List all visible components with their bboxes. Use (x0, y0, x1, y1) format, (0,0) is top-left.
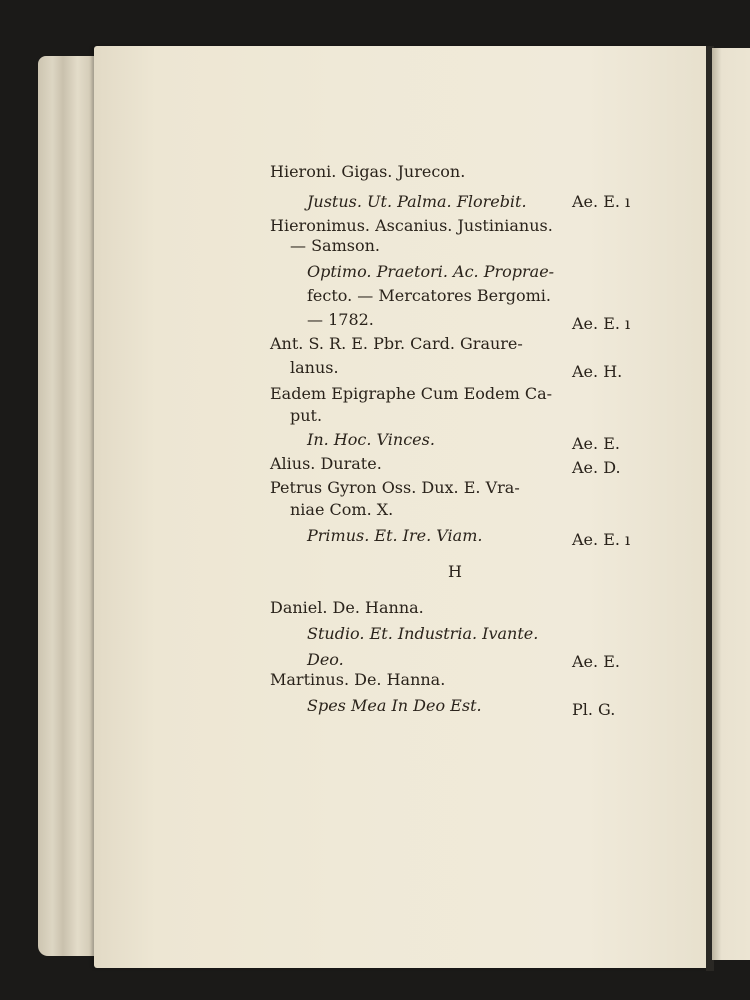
left-page (94, 46, 708, 968)
entry-line: Primus. Et. Ire. Viam. (307, 526, 483, 545)
entry-line: Spes Mea In Deo Est. (307, 696, 482, 715)
entry-line: Ant. S. R. E. Pbr. Card. Graure- (270, 334, 523, 353)
entry-ref: Ae. E. (572, 434, 620, 453)
entry-line: Optimo. Praetori. Ac. Proprae- (307, 262, 555, 281)
entry-ref: Ae. E. ı (572, 192, 631, 211)
right-page-edge (712, 48, 750, 960)
entry-ref: Ae. D. (572, 458, 621, 477)
entry-ref: Ae. E. ı (572, 530, 631, 549)
entry-line: — Samson. (290, 236, 380, 255)
section-letter: H (448, 562, 462, 581)
entry-line: lanus. (290, 358, 339, 377)
entry-line: Martinus. De. Hanna. (270, 670, 446, 689)
entry-ref: Ae. E. ı (572, 314, 631, 333)
entry-line: Eadem Epigraphe Cum Eodem Ca- (270, 384, 553, 403)
entry-line: Hieronimus. Ascanius. Justinianus. (270, 216, 553, 235)
entry-ref: Ae. E. (572, 652, 620, 671)
entry-line: Petrus Gyron Oss. Dux. E. Vra- (270, 478, 520, 497)
entry-line: Hieroni. Gigas. Jurecon. (270, 162, 466, 181)
entry-line: put. (290, 406, 323, 425)
entry-line: Studio. Et. Industria. Ivante. (307, 624, 539, 643)
entry-line: Justus. Ut. Palma. Florebit. (307, 192, 527, 211)
entry-line: niae Com. X. (290, 500, 394, 519)
entry-ref: Ae. H. (572, 362, 623, 381)
entry-line: Deo. (307, 650, 344, 669)
entry-line: — 1782. (307, 310, 374, 329)
entry-line: In. Hoc. Vinces. (307, 430, 435, 449)
entry-ref: Pl. G. (572, 700, 616, 719)
entry-line: fecto. — Mercatores Bergomi. (307, 286, 551, 305)
entry-line: Alius. Durate. (270, 454, 382, 473)
entry-line: Daniel. De. Hanna. (270, 598, 424, 617)
